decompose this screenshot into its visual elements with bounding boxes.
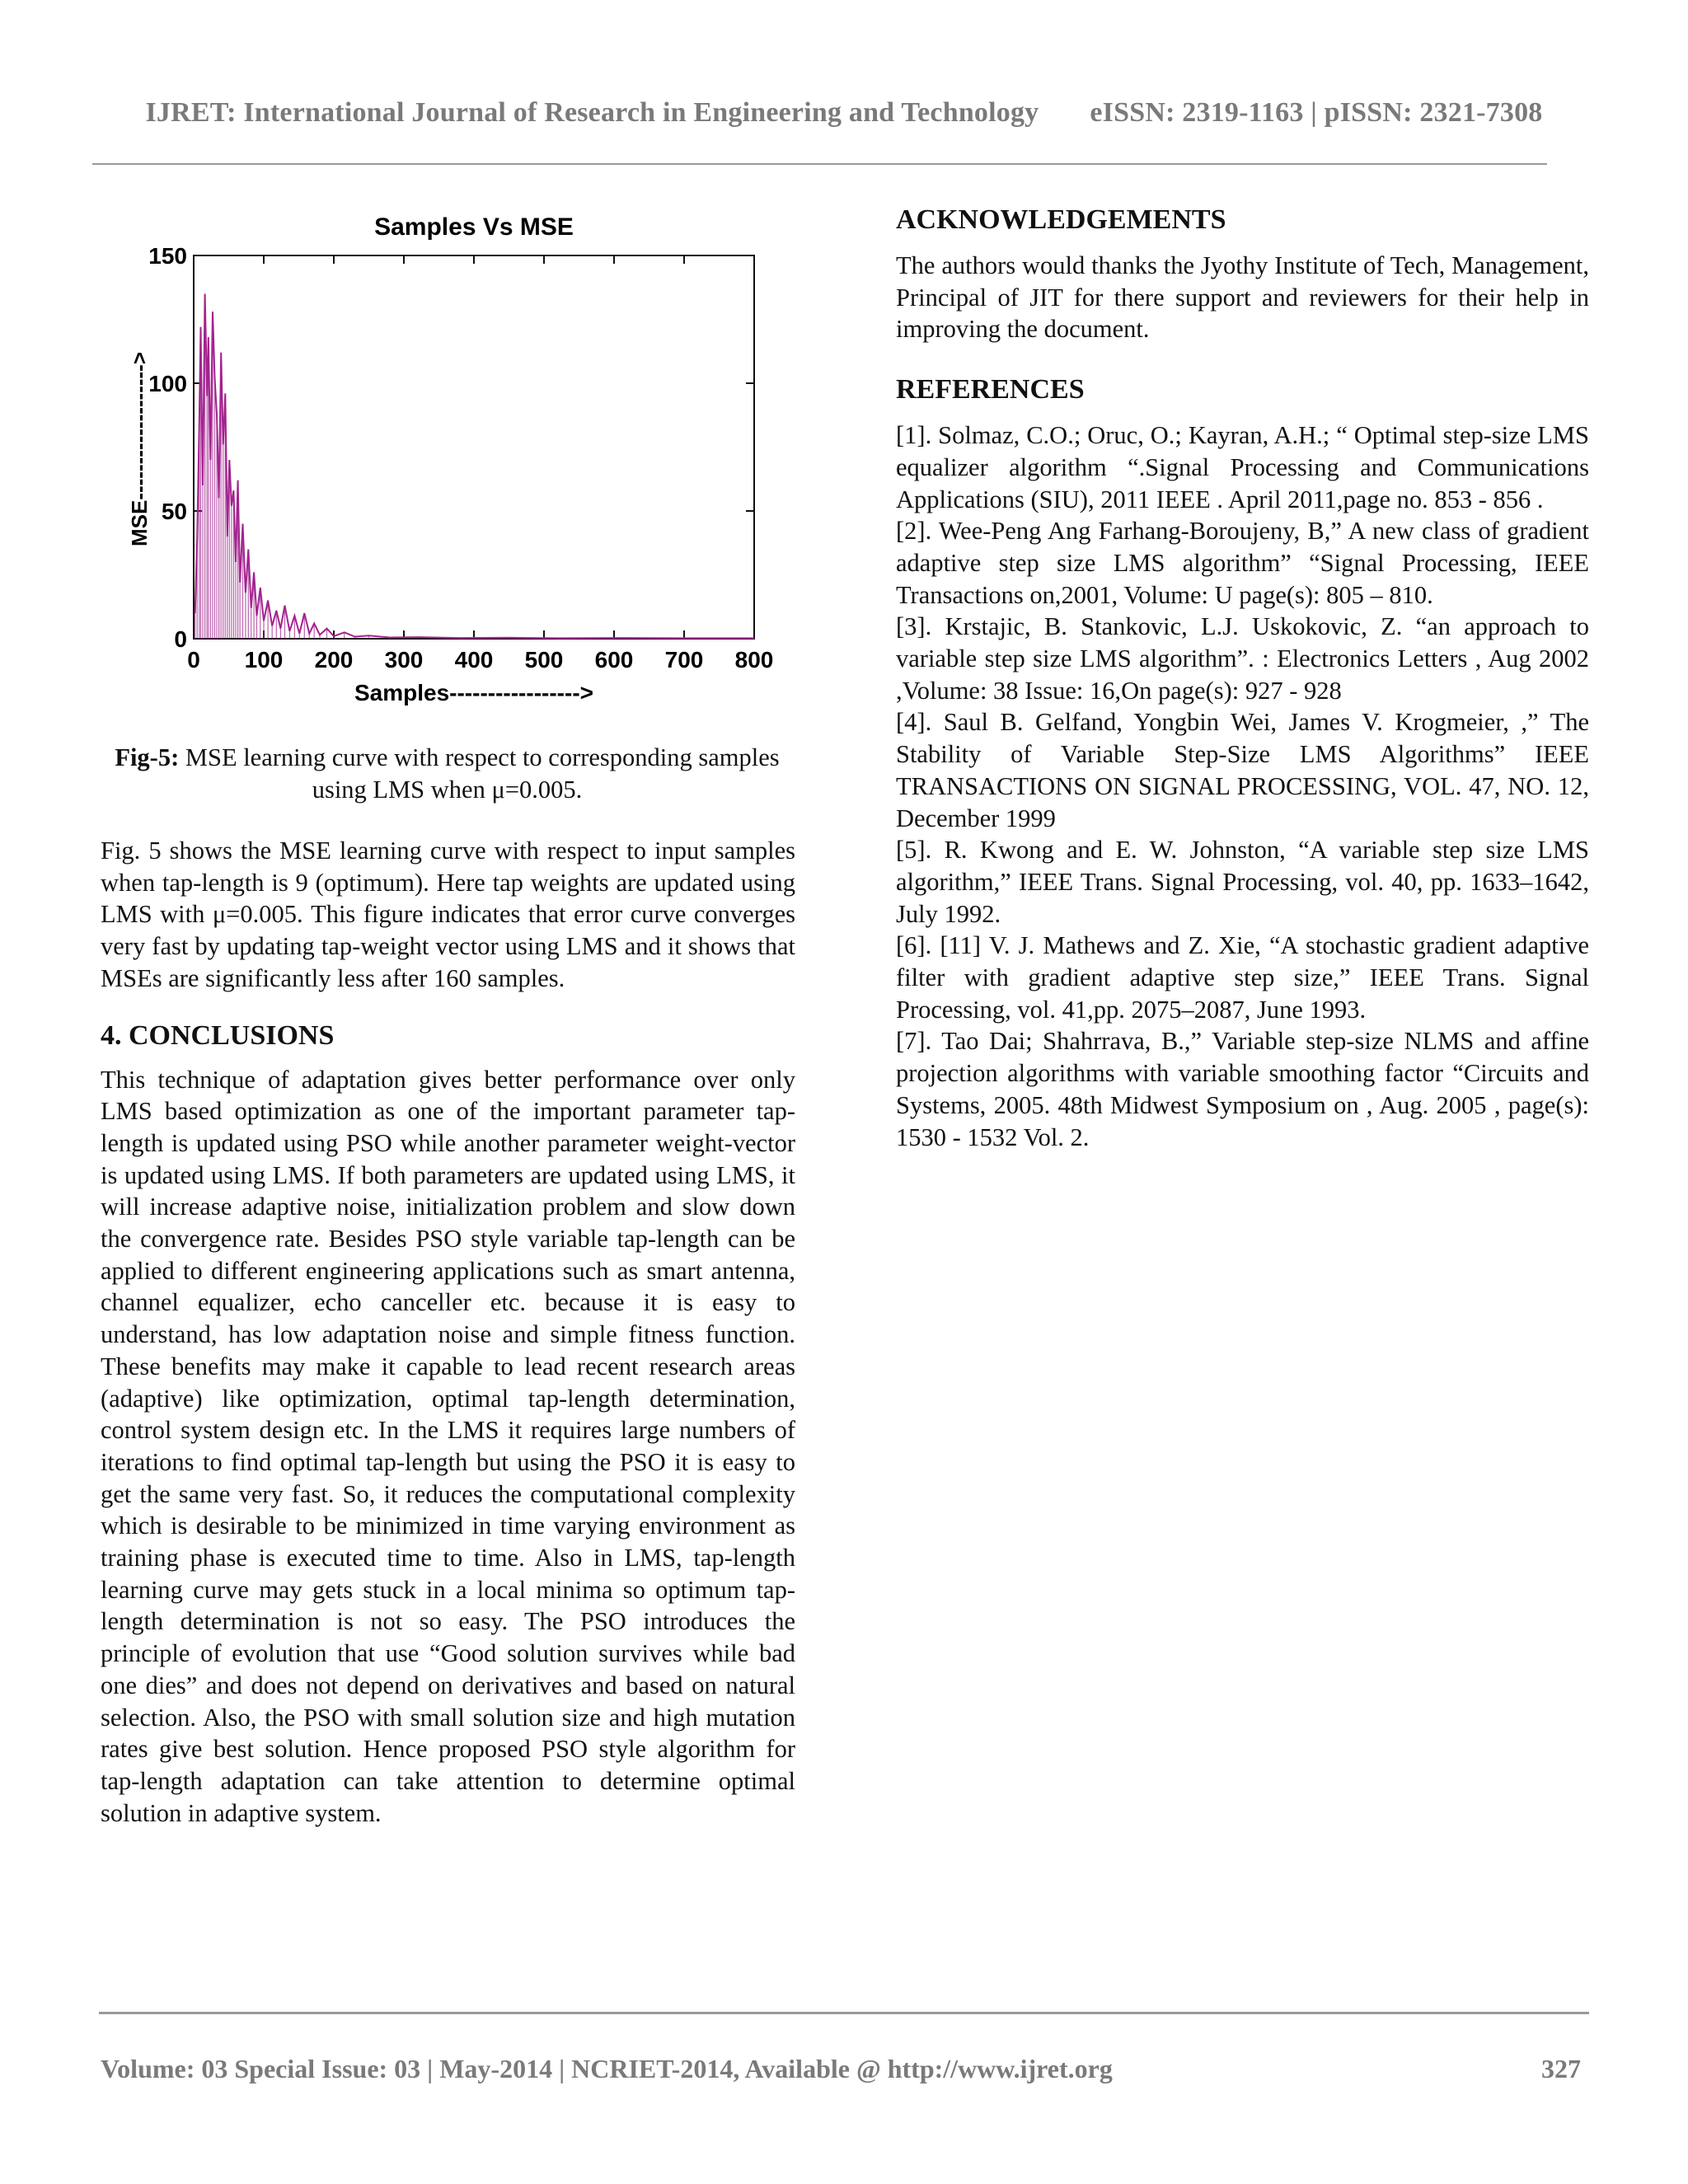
mse-series-line — [195, 294, 754, 639]
reference-item: [4]. Saul B. Gelfand, Yongbin Wei, James V. Krogmeier, ,” The Stability of Variable Step-Size LMS Algorithms” IEEE TRANSACTIONS ON SIGNAL PROCESSING, VOL. 47, NO. 12, December 1999 — [896, 708, 1589, 832]
mse-series-points — [195, 294, 754, 640]
reference-item: [3]. Krstajic, B. Stankovic, L.J. Uskokovic, Z. “an approach to variable step size LMS algorithm”. : Electronics Letters , Aug 2002 ,Volume: 38 Issue: 16,On page(s): 927 - 928 — [896, 612, 1589, 705]
reference-item: [7]. Tao Dai; Shahrrava, B.,” Variable step-size NLMS and affine projection algorithms with variable smoothing factor “Circuits and Systems, 2005. 48th Midwest Symposium on , Aug. 2005 , page(s): 1530 - 1532 Vol. 2. — [896, 1027, 1589, 1151]
caption-text: MSE learning curve with respect to corresponding samples using LMS when μ=0.005. — [179, 743, 780, 804]
x-tick-label: 100 — [244, 647, 284, 673]
y-axis-label: MSE-------------------> — [127, 351, 152, 547]
figure-description-paragraph: Fig. 5 shows the MSE learning curve with respect to input samples when tap-length is 9 (optimum). Here tap weights are updated using LMS with μ=0.005. This figure indicates that error curve converges very fast by updating tap-weight vector using LMS and it shows that MSEs are significantly less after 160 samples. — [101, 837, 795, 992]
footer-rule — [99, 2012, 1589, 2014]
journal-header — [0, 97, 1688, 129]
page-number: 327 — [1541, 2054, 1581, 2083]
chart-title: Samples Vs MSE — [374, 213, 574, 241]
x-tick-label: 600 — [594, 647, 634, 673]
y-tick-label: 0 — [174, 626, 187, 652]
x-tick-label: 400 — [454, 647, 494, 673]
x-tick-label: 500 — [524, 647, 564, 673]
reference-item: [5]. R. Kwong and E. W. Johnston, “A variable step size LMS algorithm,” IEEE Trans. Signal Processing, vol. 40, pp. 1633–1642, July 1992. — [896, 836, 1589, 928]
caption-label: Fig-5: — [115, 743, 180, 771]
conclusions-heading: 4. CONCLUSIONS — [101, 1019, 335, 1051]
journal-issn: eISSN: 2319-1163 | pISSN: 2321-7308 — [1090, 97, 1543, 128]
right-column — [896, 204, 1589, 1153]
x-tick-label: 300 — [384, 647, 424, 673]
header-rule — [92, 163, 1547, 165]
figure-caption — [99, 742, 795, 805]
x-tick-label: 200 — [314, 647, 354, 673]
mse-learning-curve-chart — [124, 202, 799, 717]
axis-ticks — [194, 255, 754, 639]
x-tick-label: 800 — [734, 647, 774, 673]
y-tick-label: 100 — [148, 371, 187, 396]
y-tick-labels — [148, 243, 187, 652]
acknowledgements-paragraph: The authors would thanks the Jyothy Institute of Tech, Management, Principal of JIT for there support and reviewers for their help in improving the document. — [896, 251, 1589, 344]
y-tick-label: 50 — [161, 499, 187, 524]
reference-item: [6]. [11] V. J. Mathews and Z. Xie, “A stochastic gradient adaptive filter with gradient adaptive step size,” IEEE Trans. Signal Processing, vol. 41,pp. 2075–2087, June 1993. — [896, 931, 1589, 1024]
reference-item: [2]. Wee-Peng Ang Farhang-Boroujeny, B,” A new class of gradient adaptive step size LMS algorithm” “Signal Processing, IEEE Transactions on,2001, Volume: U page(s): 805 – 810. — [896, 517, 1589, 609]
x-tick-label: 0 — [187, 647, 200, 673]
acknowledgements-heading: ACKNOWLEDGEMENTS — [896, 204, 1226, 235]
reference-item: [1]. Solmaz, C.O.; Oruc, O.; Kayran, A.H.; “ Optimal step-size LMS equalizer algorithm “.Signal Processing and Communications Applications (SIU), 2011 IEEE . April 2011,page no. 853 - 856 . — [896, 421, 1589, 513]
x-tick-labels — [187, 647, 773, 673]
journal-title: IJRET: International Journal of Research in Engineering and Technology — [145, 97, 1039, 128]
y-tick-label: 150 — [148, 243, 187, 269]
footer-text: Volume: 03 Special Issue: 03 | May-2014 | NCRIET-2014, Available @ http://www.ijret.org — [101, 2054, 1113, 2083]
x-tick-label: 700 — [664, 647, 704, 673]
left-column — [101, 835, 795, 1829]
x-axis-label: Samples-----------------> — [354, 680, 594, 705]
references-heading: REFERENCES — [896, 374, 1085, 405]
plot-frame — [194, 255, 754, 639]
conclusions-paragraph: This technique of adaptation gives better performance over only LMS based optimization as one of the important parameter tap-length is updated using PSO while another parameter weight-vector is updated using LMS. If both parameters are updated using LMS, it will increase adaptive noise, initialization problem and slow down the convergence rate. Besides PSO style variable tap-length can be applied to different engineering applications such as smart antenna, channel equalizer, echo canceller etc. because it is easy to understand, has low adaptation noise and simple fitness function. These benefits may make it capable to lead recent research areas (adaptive) like optimization, optimal tap-length determination, control system design etc. In the LMS it requires large numbers of iterations to find optimal tap-length but using the PSO it is easy to get the same very fast. So, it reduces the computational complexity which is desirable to be minimized in time varying environment as training phase is executed time to time. Also in LMS, tap-length learning curve may gets stuck in a local minima so optimum tap-length determination is not so easy. The PSO introduces the principle of evolution that use “Good solution survives while bad one dies” and does not depend on derivatives and based on natural selection. Also, the PSO with small solution size and high mutation rates give best solution. Hence proposed PSO style algorithm for tap-length adaptation can take attention to determine optimal solution in adaptive system. — [101, 1065, 795, 1827]
